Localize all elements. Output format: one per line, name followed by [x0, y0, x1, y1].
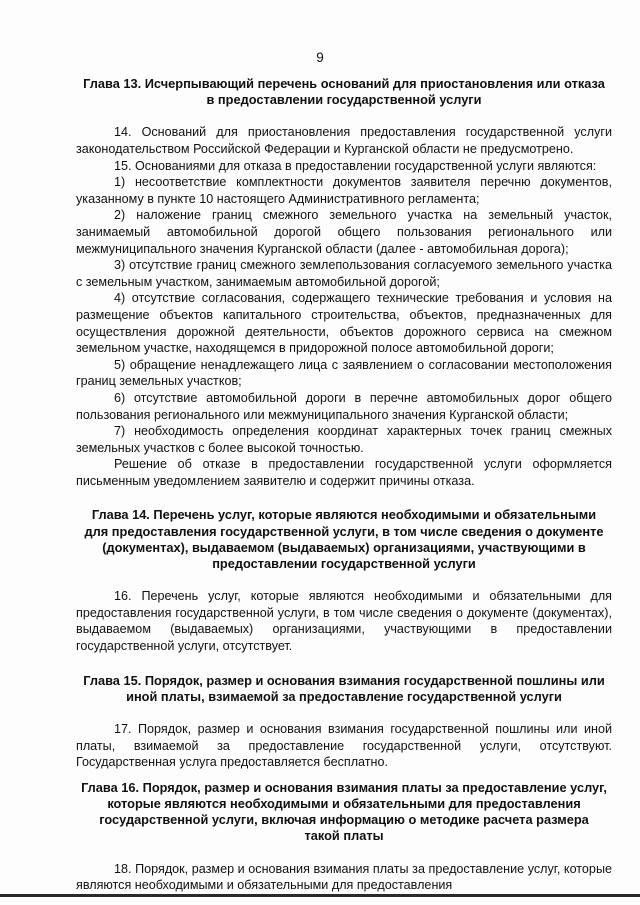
list-item: 5) обращение ненадлежащего лица с заявлением о согласовании местоположения границ земельных участков; [76, 357, 612, 389]
paragraph-15: 15. Основаниями для отказа в предоставлении государственной услуги являются: [114, 158, 597, 173]
paragraph-18: 18. Порядок, размер и основания взимания платы за предоставление услуг, которые являются необходимыми и обязательными для предоставления [76, 861, 612, 893]
list-item: 2) наложение границ смежного земельного участка на земельный участок, занимаемый автомобильной дорогой общего пользования регионального или межмуниципального значения Курганской области (далее - автомобильная дорога); [76, 208, 612, 256]
list-item: 1) несоответствие комплектности документов заявителя перечню документов, указанному в пункте 10 настоящего Административного регламента; [76, 175, 612, 206]
page-number: 9 [316, 50, 324, 65]
list-item: 3) отсутствие границ смежного землепользования согласуемого земельного участка с земельным участком, занимаемым автомобильной дорогой; [76, 258, 612, 289]
spacer [76, 655, 612, 673]
list-item: 6) отсутствие автомобильной дороги в перечне автомобильных дорог общего пользования регионального или межмуниципального значения Курганской области; [76, 390, 612, 422]
list-item: 7) необходимость определения координат характерных точек границ смежных земельных участков с более высокой точностью. [76, 424, 612, 455]
spacer [76, 845, 612, 861]
refusal-decision-paragraph: Решение об отказе в предоставлении государственной услуги оформляется письменным уведомлением заявителю и содержит причины отказа. [76, 457, 612, 488]
paragraph-16: 16. Перечень услуг, которые являются необходимыми и обязательными для предоставления государственной услуги, в том числе сведения о документе (документах), выдаваемом (выдаваемых) организациями, участвующими в предоставлении государственной услуги, отсутствует. [76, 589, 612, 654]
spacer [76, 108, 612, 124]
chapter-16-heading: Глава 16. Порядок, размер и основания взимания платы за предоставление услуг, которые являются необходимыми и обязательными для предоставления государственной услуги, включая информацию о методике расчета размера такой платы [81, 779, 607, 844]
page-content [76, 76, 612, 894]
paragraph-14: 14. Оснований для приостановления предоставления государственной услуги законодательством Российской Федерации и Курганской области не предусмотрено. [76, 125, 612, 156]
chapter-13-heading: Глава 13. Исчерпывающий перечень оснований для приостановления или отказа в предоставлении государственной услуги [83, 76, 605, 108]
paragraph-17: 17. Порядок, размер и основания взимания государственной пошлины или иной платы, взимаемой за предоставление государственной услуги, отсутствуют. Государственная услуга предоставляется бесплатно. [76, 722, 612, 770]
spacer [76, 572, 612, 588]
spacer [76, 705, 612, 721]
scan-edge-line [0, 894, 640, 897]
chapter-14-heading: Глава 14. Перечень услуг, которые являются необходимыми и обязательными для предоставления государственной услуги, в том числе сведения о документе (документах), выдаваемом (выдаваемых) организациями, участвующими в предоставлении государственной услуги [84, 507, 604, 572]
chapter-15-heading: Глава 15. Порядок, размер и основания взимания государственной пошлины или иной платы, взимаемой за предоставление государственной услуги [83, 672, 605, 704]
spacer [76, 771, 612, 780]
spacer [76, 489, 612, 507]
list-item: 4) отсутствие согласования, содержащего технические требования и условия на размещение объектов капитального строительства, объектов, предназначенных для осуществления дорожной деятельности, объектов дорожного сервиса на смежном земельном участке, находящемся в придорожной полосе автомобильной дороги; [76, 291, 612, 356]
